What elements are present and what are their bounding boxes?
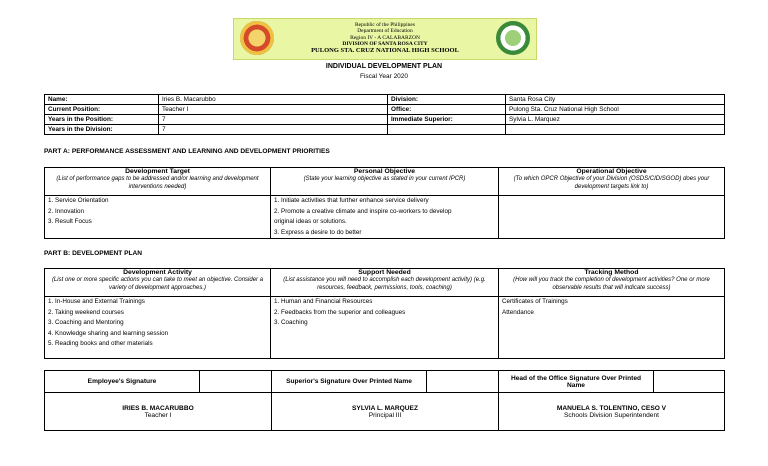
superior-signature-label: Superior's Signature Over Printed Name [272, 371, 427, 393]
list-item: 1. Service Orientation [48, 197, 109, 204]
personal-objective-title: Personal Objective [353, 168, 416, 175]
support-needed-subtitle: (List assistance you will need to accomplish each development activity) (e.g. resources, feedback, permissions, tools, coaching) [283, 277, 486, 291]
position-value: Teacher I [159, 105, 388, 115]
head-name: MANUELA S. TOLENTINO, CESO V [556, 404, 667, 412]
list-item: 3. Coaching and Mentoring [48, 319, 124, 326]
employee-info-table [44, 94, 725, 135]
personal-objective-list [271, 196, 499, 239]
school-seal-icon [496, 21, 530, 55]
head-signatory [499, 393, 725, 431]
list-item: 3. Result Focus [48, 218, 92, 225]
empty-cell [506, 125, 725, 135]
operational-objective-title: Operational Objective [576, 168, 647, 175]
header-line-2: Department of Education [357, 28, 413, 35]
years-position-value: 7 [159, 115, 388, 125]
school-header-banner [233, 18, 537, 60]
header-line-1: Republic of the Philippines [354, 22, 416, 28]
head-signature-label: Head of the Office Signature Over Printed Name [499, 371, 654, 393]
personal-objective-header [271, 168, 499, 196]
header-line-4: DIVISION OF SANTA ROSA CITY [342, 41, 428, 48]
list-item: 2. Promote a creative climate and inspire co-workers to develop [274, 207, 452, 215]
list-item: 2. Innovation [48, 207, 85, 215]
name-label: Name: [45, 95, 159, 105]
employee-signature-label: Employee's Signature [45, 371, 200, 393]
list-item: Certificates of Trainings [502, 298, 568, 305]
development-target-list [45, 196, 271, 239]
list-item: 1. Human and Financial Resources [274, 298, 373, 305]
header-line-3: Region IV - A CALABARZON [350, 34, 420, 41]
list-item: 3. Express a desire to do better [274, 228, 362, 236]
employee-name: IRIES B. MACARUBBO [122, 404, 194, 412]
signature-table [44, 370, 725, 431]
division-label: Division: [388, 95, 506, 105]
tracking-method-list [499, 297, 725, 359]
superior-value: Sylvia L. Marquez [506, 115, 725, 125]
part-b-heading: PART B: DEVELOPMENT PLAN [44, 250, 143, 257]
list-item: 2. Feedbacks from the superior and colleagues [274, 308, 406, 316]
superior-name: SYLVIA L. MARQUEZ [352, 404, 418, 412]
development-activity-header [45, 269, 271, 297]
superior-signatory [272, 393, 499, 431]
development-target-header [45, 168, 271, 196]
part-a-heading: PART A: PERFORMANCE ASSESSMENT AND LEARNING AND DEVELOPMENT PRIORITIES [44, 148, 330, 155]
operational-objective-subtitle: (To which OPCR Objective of your Division (OSDS/CID/SGOD) does your development targets link to) [513, 176, 710, 190]
part-a-table [44, 167, 725, 239]
development-target-title: Development Target [125, 168, 190, 175]
support-needed-header [271, 269, 499, 297]
document-title: INDIVIDUAL DEVELOPMENT PLAN [325, 63, 443, 70]
superior-signature-box [427, 371, 499, 393]
office-label: Office: [388, 105, 506, 115]
tracking-method-title: Tracking Method [584, 269, 639, 276]
list-item: Attendance [502, 308, 534, 316]
operational-objective-header [499, 168, 725, 196]
fiscal-year: Fiscal Year 2020 [359, 73, 409, 80]
support-needed-list [271, 297, 499, 359]
employee-signature-box [200, 371, 272, 393]
part-b-table [44, 268, 725, 359]
head-title: Schools Division Superintendent [564, 411, 659, 419]
years-division-value: 7 [159, 125, 388, 135]
personal-objective-subtitle: (State your learning objective as stated in your current IPCR) [303, 176, 466, 182]
empty-cell [388, 125, 506, 135]
superior-label: Immediate Superior: [388, 115, 506, 125]
operational-objective-cell [499, 196, 725, 239]
years-position-label: Years in the Position: [45, 115, 159, 125]
list-item: 1. In-House and External Trainings [48, 298, 145, 305]
tracking-method-header [499, 269, 725, 297]
head-signature-box [654, 371, 725, 393]
list-item: original ideas or solutions. [274, 218, 347, 225]
deped-seal-icon [240, 21, 274, 55]
employee-title: Teacher I [144, 411, 172, 419]
list-item: 2. Taking weekend courses [48, 308, 124, 316]
header-text [278, 22, 492, 54]
development-activity-subtitle: (List one or more specific actions you can take to meet an objective. Consider a variety of development approaches.) [51, 277, 264, 291]
development-activity-title: Development Activity [123, 269, 192, 276]
development-activity-list [45, 297, 271, 359]
list-item: 5. Reading books and other materials [48, 340, 153, 347]
list-item: 1. Initiate activities that further enhance service delivery [274, 197, 429, 204]
header-line-5: PULONG STA. CRUZ NATIONAL HIGH SCHOOL [311, 46, 459, 54]
superior-title: Principal III [368, 411, 402, 419]
name-value: Iries B. Macarubbo [159, 95, 388, 105]
years-division-label: Years in the Division: [45, 125, 159, 135]
position-label: Current Position: [45, 105, 159, 115]
support-needed-title: Support Needed [358, 269, 411, 276]
office-value: Pulong Sta. Cruz National High School [506, 105, 725, 115]
list-item: 3. Coaching [274, 319, 308, 326]
list-item: 4. Knowledge sharing and learning session [48, 329, 169, 337]
development-target-subtitle: (List of performance gaps to be addressed and/or learning and development interventions needed) [56, 176, 259, 190]
tracking-method-subtitle: (How will you track the completion of development activities? One or more observable results that will indicate success) [513, 277, 710, 291]
division-value: Santa Rosa City [506, 95, 725, 105]
employee-signatory [45, 393, 272, 431]
